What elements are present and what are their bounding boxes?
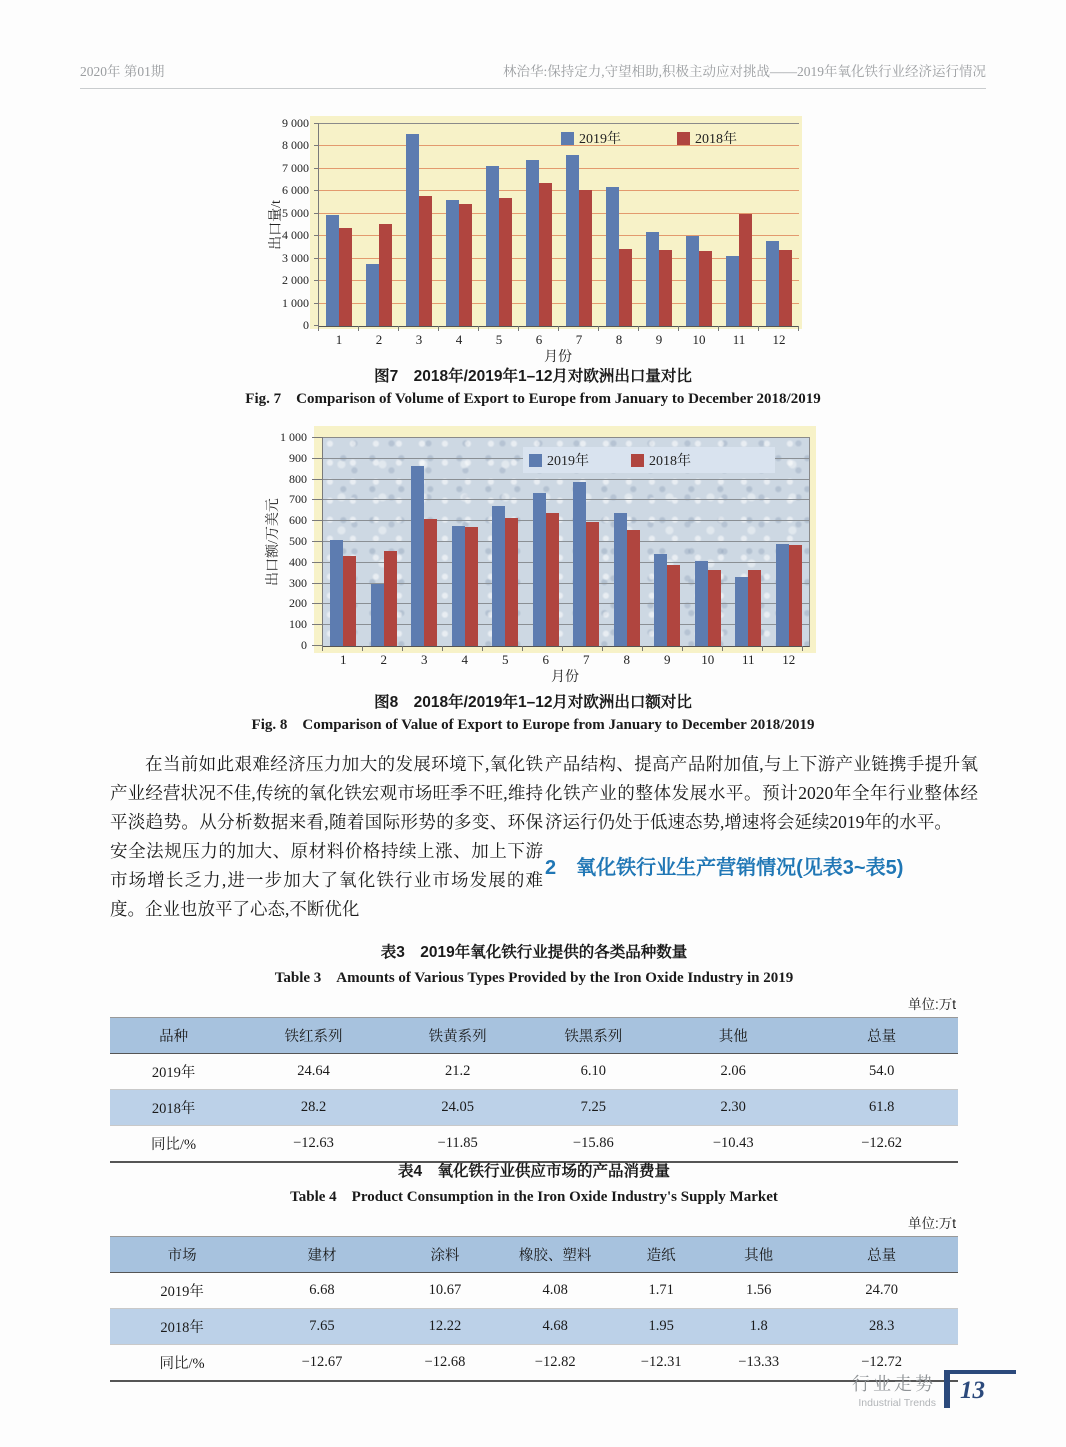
x-tick-label: 3 [421, 652, 428, 667]
bar-group-month-9 [639, 124, 679, 326]
x-tick-label: 6 [535, 332, 543, 347]
column-header: 橡胶、塑料 [500, 1237, 610, 1273]
y-tick-label: 100 [289, 617, 307, 632]
x-tick-label: 5 [495, 332, 503, 347]
bar-2018年-month-9 [667, 565, 680, 646]
table-cell: 61.8 [805, 1090, 958, 1126]
column-header: 其他 [712, 1237, 805, 1273]
fig7-caption-en: Fig. 7 Comparison of Volume of Export to Europe from January to December 2018/2019 [245, 391, 821, 407]
legend-swatch [631, 454, 644, 467]
x-tick-label: 9 [664, 652, 671, 667]
bar-group-month-10 [679, 124, 719, 326]
bar-2019年-month-6 [526, 160, 539, 326]
x-tick-label: 7 [575, 332, 583, 347]
legend-label: 2018年 [695, 132, 737, 147]
column-header: 铁红系列 [237, 1018, 390, 1054]
legend-swatch [677, 132, 690, 145]
x-tick-label: 10 [692, 332, 706, 347]
bar-2018年-month-1 [339, 228, 352, 326]
bar-2018年-month-3 [419, 196, 432, 326]
y-tick-label: 4 000 [282, 228, 309, 243]
table-cell: 2019年 [110, 1054, 237, 1090]
footer-section-cn: 行业走势 [852, 1374, 936, 1394]
table-row [110, 1309, 958, 1345]
bar-2019年-month-1 [330, 540, 343, 646]
y-tick-label: 400 [289, 554, 307, 569]
paragraph-left: 在当前如此艰难经济压力加大的发展环境下,氧化铁产业经营状况不佳,传统的氧化铁宏观市场旺季不旺,维持平淡趋势。从分析数据来看,随着国际形势的多变、环保安全法规压力的加大、原材料价格持续上涨、加上下游市场增长乏力,进一步加大了氧化铁行业市场发展的难度。企业也放平了心态,不断优化 [110, 754, 543, 919]
bar-2019年-month-7 [566, 155, 579, 326]
table-unit: 单位:万t [907, 1216, 956, 1231]
bar-2018年-month-6 [546, 513, 559, 646]
legend-item-2018年 [677, 128, 737, 148]
table-cell: 24.64 [237, 1054, 390, 1090]
bar-2019年-month-5 [486, 166, 499, 326]
bar-group-month-2 [364, 438, 405, 646]
page-footer [852, 1370, 1016, 1409]
footer-section [852, 1370, 936, 1409]
data-table [110, 1017, 958, 1163]
bar-group-month-2 [359, 124, 399, 326]
bar-group-month-5 [479, 124, 519, 326]
y-tick-mark [312, 562, 323, 563]
table-header-row [110, 1237, 958, 1273]
bar-2018年-month-5 [499, 198, 512, 326]
table-cell: 1.95 [610, 1309, 712, 1345]
fig7-bar-chart [282, 116, 799, 347]
y-tick-label: 1 000 [282, 295, 309, 310]
y-tick-label: 600 [289, 513, 307, 528]
column-header: 其他 [661, 1018, 805, 1054]
table-cell: −10.43 [661, 1126, 805, 1163]
y-tick-label: 2 000 [282, 273, 309, 288]
bar-2018年-month-2 [379, 224, 392, 326]
bar-2018年-month-6 [539, 183, 552, 326]
x-tick-label: 3 [415, 332, 423, 347]
table-unit: 单位:万t [907, 997, 956, 1012]
bar-group-month-12 [759, 124, 799, 326]
bar-2019年-month-12 [776, 544, 789, 646]
fig7-caption-cn: 图7 2018年/2019年1–12月对欧洲出口量对比 [374, 368, 692, 385]
column-header: 市场 [110, 1237, 254, 1273]
fig8-caption-cn: 图8 2018年/2019年1–12月对欧洲出口额对比 [374, 694, 692, 711]
legend-item-2019年 [529, 450, 589, 470]
table-cell: 2018年 [110, 1090, 237, 1126]
bar-2018年-month-11 [748, 570, 761, 646]
table-cell: −12.68 [390, 1345, 500, 1382]
x-tick-label: 2 [380, 652, 387, 667]
x-tick-label: 12 [772, 332, 786, 347]
y-tick-label: 300 [289, 575, 307, 590]
table-header-row [110, 1018, 958, 1054]
bar-2019年-month-5 [492, 506, 505, 646]
table-cell: 21.2 [390, 1054, 526, 1090]
table-cell: 4.08 [500, 1273, 610, 1309]
bar-2018年-month-1 [343, 556, 356, 646]
running-title: 林治华:保持定力,守望相助,积极主动应对挑战——2019年氧化铁行业经济运行情况 [503, 64, 986, 79]
bar-group-month-8 [599, 124, 639, 326]
table-cell: 24.05 [390, 1090, 526, 1126]
y-tick-label: 9 000 [282, 116, 309, 130]
bar-2018年-month-8 [619, 249, 632, 326]
x-tick-label: 2 [375, 332, 383, 347]
table-cell: 2018年 [110, 1309, 254, 1345]
table-cell: 28.2 [237, 1090, 390, 1126]
bar-2019年-month-3 [411, 466, 424, 646]
table4-block [110, 1159, 958, 1382]
paragraph-right: 产品结构、提高产品附加值,与上下游产业链携手提升氧化铁产业的整体发展水平。预计2020年全年行业整体经济运行仍处于低速态势,增速将会延续2019年的水平。 [545, 754, 978, 832]
y-tick-mark [312, 583, 323, 584]
bar-2018年-month-10 [699, 251, 712, 326]
x-tick-label: 11 [741, 652, 755, 667]
issue-label: 2020年 第01期 [80, 64, 165, 79]
table-cell: −12.31 [610, 1345, 712, 1382]
bar-group-month-4 [439, 124, 479, 326]
x-tick-label: 5 [502, 652, 509, 667]
y-tick-label: 0 [303, 318, 309, 332]
table-cell: 24.70 [805, 1273, 958, 1309]
table-title-en: Table 3 Amounts of Various Types Provided by the Iron Oxide Industry in 2019 [274, 970, 794, 986]
y-tick-label: 500 [289, 534, 307, 548]
y-tick-mark [312, 520, 323, 521]
footer-section-en: Industrial Trends [858, 1397, 936, 1409]
y-tick-mark [312, 479, 323, 480]
table-cell: 2.06 [661, 1054, 805, 1090]
table-cell: −12.72 [805, 1345, 958, 1382]
body-column-right [545, 750, 978, 883]
y-tick-mark [312, 499, 323, 500]
bar-group-month-7 [559, 124, 599, 326]
legend-swatch [561, 132, 574, 145]
legend-label: 2019年 [579, 132, 621, 147]
fig8-x-axis-title: 月份 [551, 670, 579, 685]
bar-2018年-month-12 [779, 250, 792, 326]
body-column-left [110, 750, 543, 924]
table-cell: 6.10 [525, 1054, 661, 1090]
y-tick-label: 3 000 [282, 250, 309, 265]
bar-group-month-3 [404, 438, 445, 646]
table-cell: 7.65 [254, 1309, 390, 1345]
bar-2018年-month-4 [459, 204, 472, 326]
table-cell: 2019年 [110, 1273, 254, 1309]
y-tick-label: 900 [289, 450, 307, 465]
table3-block [110, 940, 958, 1163]
table-row [110, 1126, 958, 1163]
bar-2019年-month-8 [606, 187, 619, 326]
column-header: 造纸 [610, 1237, 712, 1273]
page-number-box [944, 1370, 1016, 1408]
page-number: 13 [960, 1377, 985, 1404]
table-cell: 10.67 [390, 1273, 500, 1309]
table-cell: −12.82 [500, 1345, 610, 1382]
x-tick-label: 4 [455, 332, 463, 347]
bar-2018年-month-9 [659, 250, 672, 326]
table-title-cn: 表4 氧化铁行业供应市场的产品消费量 [397, 1163, 671, 1180]
column-header: 总量 [805, 1018, 958, 1054]
x-tick-label: 7 [583, 652, 590, 667]
table-cell: −13.33 [712, 1345, 805, 1382]
bar-2019年-month-7 [573, 482, 586, 646]
x-tick-label: 8 [623, 652, 630, 667]
page-header [80, 60, 986, 89]
column-header: 总量 [805, 1237, 958, 1273]
table-row [110, 1054, 958, 1090]
y-tick-label: 7 000 [282, 160, 309, 175]
bar-series [319, 124, 799, 326]
table-cell: 54.0 [805, 1054, 958, 1090]
data-table [110, 1236, 958, 1382]
bar-2019年-month-4 [446, 200, 459, 326]
bar-group-month-6 [519, 124, 559, 326]
y-tick-mark [312, 437, 323, 438]
bar-2019年-month-10 [686, 236, 699, 326]
bar-2019年-month-1 [326, 215, 339, 326]
bar-2019年-month-3 [406, 134, 419, 326]
bar-2019年-month-2 [371, 584, 384, 646]
y-tick-label: 700 [289, 492, 307, 507]
column-header: 建材 [254, 1237, 390, 1273]
legend-label: 2019年 [547, 454, 589, 469]
bar-2019年-month-10 [695, 561, 708, 646]
bar-2018年-month-8 [627, 530, 640, 646]
section-heading: 2 氧化铁行业生产营销情况(见表3~表5) [545, 857, 904, 879]
fig8-bar-chart [280, 430, 810, 667]
x-tick-label: 8 [615, 332, 623, 347]
table-cell: −15.86 [525, 1126, 661, 1163]
bar-2019年-month-9 [646, 232, 659, 326]
y-tick-label: 0 [301, 638, 307, 652]
table-row [110, 1273, 958, 1309]
table-row [110, 1090, 958, 1126]
legend-swatch [529, 454, 542, 467]
y-tick-mark [312, 624, 323, 625]
table-cell: 12.22 [390, 1309, 500, 1345]
legend-label: 2018年 [649, 454, 691, 469]
column-header: 铁黑系列 [525, 1018, 661, 1054]
table-cell: 1.71 [610, 1273, 712, 1309]
bar-group-month-11 [719, 124, 759, 326]
bar-group-month-3 [399, 124, 439, 326]
fig7-y-axis-title: 出口量/t [269, 200, 284, 250]
table-cell: 6.68 [254, 1273, 390, 1309]
x-tick-marks [322, 646, 809, 651]
y-tick-label: 8 000 [282, 138, 309, 153]
bar-2018年-month-3 [424, 519, 437, 646]
bar-2018年-month-11 [739, 214, 752, 326]
bar-2018年-month-7 [586, 522, 599, 646]
bar-2019年-month-2 [366, 264, 379, 326]
y-tick-label: 1 000 [280, 430, 307, 444]
y-tick-label: 5 000 [282, 205, 309, 220]
table-cell: −12.63 [237, 1126, 390, 1163]
bar-2018年-month-2 [384, 551, 397, 646]
chart-legend [561, 128, 737, 148]
bar-2019年-month-11 [735, 577, 748, 646]
y-tick-label: 200 [289, 596, 307, 611]
table-cell: 1.8 [712, 1309, 805, 1345]
bar-2018年-month-7 [579, 190, 592, 326]
bar-2019年-month-6 [533, 493, 546, 646]
x-tick-label: 12 [782, 652, 796, 667]
table-cell: −12.62 [805, 1126, 958, 1163]
fig8-caption-en: Fig. 8 Comparison of Value of Export to Europe from January to December 2018/2019 [251, 717, 815, 733]
bar-2018年-month-4 [465, 527, 478, 646]
table-title-en: Table 4 Product Consumption in the Iron Oxide Industry's Supply Market [290, 1189, 778, 1205]
table-cell: 同比/% [110, 1126, 237, 1163]
bar-2019年-month-4 [452, 526, 465, 646]
legend-item-2019年 [561, 128, 621, 148]
legend-item-2018年 [631, 450, 691, 470]
table-cell: 28.3 [805, 1309, 958, 1345]
bar-2019年-month-9 [654, 554, 667, 646]
bar-group-month-5 [485, 438, 526, 646]
x-tick-label: 11 [732, 332, 746, 347]
table-cell: −11.85 [390, 1126, 526, 1163]
chart-legend [523, 447, 775, 473]
bar-group-month-1 [323, 438, 364, 646]
x-tick-label: 10 [701, 652, 715, 667]
bar-group-month-1 [319, 124, 359, 326]
x-tick-label: 1 [340, 652, 347, 667]
x-tick-label: 6 [542, 652, 549, 667]
bar-2019年-month-11 [726, 256, 739, 326]
y-tick-mark [312, 603, 323, 604]
x-tick-label: 9 [655, 332, 663, 347]
table-cell: 2.30 [661, 1090, 805, 1126]
bar-2018年-month-10 [708, 570, 721, 646]
y-tick-label: 800 [289, 471, 307, 486]
column-header: 涂料 [390, 1237, 500, 1273]
column-header: 品种 [110, 1018, 237, 1054]
y-tick-label: 6 000 [282, 183, 309, 198]
table-cell: 同比/% [110, 1345, 254, 1382]
table-cell: −12.67 [254, 1345, 390, 1382]
x-tick-label: 1 [335, 332, 343, 347]
table-cell: 4.68 [500, 1309, 610, 1345]
bar-2019年-month-8 [614, 513, 627, 646]
x-tick-label: 4 [461, 652, 468, 667]
table-cell: 1.56 [712, 1273, 805, 1309]
bar-2018年-month-12 [789, 545, 802, 647]
x-tick-marks [318, 326, 799, 331]
fig7-x-axis-title: 月份 [544, 350, 572, 365]
bar-2018年-month-5 [505, 518, 518, 646]
bar-2019年-month-12 [766, 241, 779, 326]
table-title-cn: 表3 2019年氧化铁行业提供的各类品种数量 [380, 944, 688, 961]
y-tick-mark [312, 541, 323, 542]
column-header: 铁黄系列 [390, 1018, 526, 1054]
bar-group-month-4 [445, 438, 486, 646]
y-tick-mark [312, 458, 323, 459]
table-cell: 7.25 [525, 1090, 661, 1126]
table-row [110, 1345, 958, 1382]
fig8-y-axis-title: 出口额/万美元 [266, 498, 281, 586]
